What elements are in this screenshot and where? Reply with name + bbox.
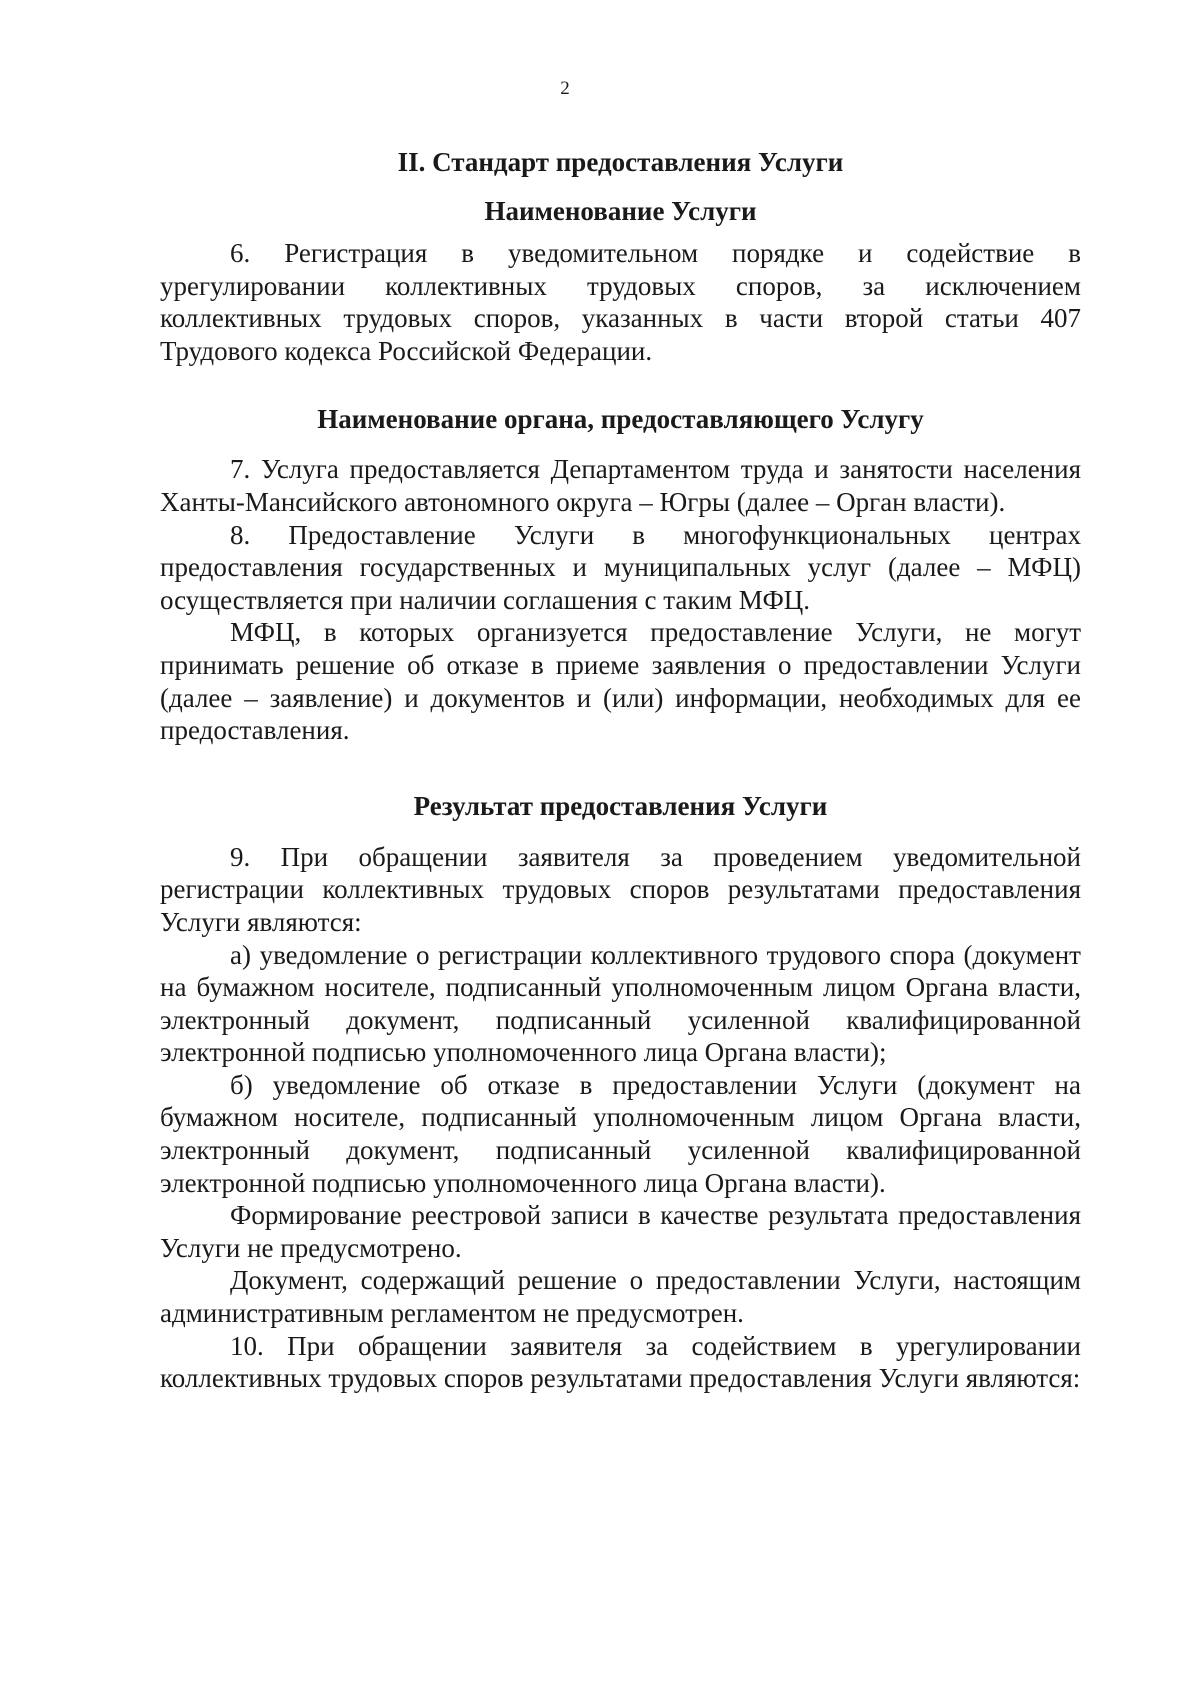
organ-name-heading: Наименование органа, предоставляющего Услугу [317,404,924,435]
paragraph-9: 9. При обращении заявителя за проведением уведомительной регистрации коллективных трудовых споров результатами предоставления Услуги являются: [160,841,1081,937]
paragraph-9-b: б) уведомление об отказе в предоставлении Услуги (документ на бумажном носителе, подписанный уполномоченным лицом Органа власти, электронный документ, подписанный усиленной квалифицированной электронной подписью уполномоченного лица Органа власти). [160,1069,1081,1198]
paragraph-9-a: а) уведомление о регистрации коллективного трудового спора (документ на бумажном носителе, подписанный уполномоченным лицом Органа власти, электронный документ, подписанный усиленной квалифицированной электронной подписью уполномоченного лица Органа власти); [160,939,1081,1068]
result-heading: Результат предоставления Услуги [413,790,828,821]
paragraph-10: 10. При обращении заявителя за содействием в урегулировании коллективных трудовых споров результатами предоставления Услуги являются: [160,1330,1081,1394]
paragraph-6: 6. Регистрация в уведомительном порядке и содействие в урегулировании коллективных трудовых споров, за исключением коллективных трудовых споров, указанных в части второй статьи 407 Трудового кодекса Российской Федерации. [160,238,1081,366]
paragraph-8: 8. Предоставление Услуги в многофункциональных центрах предоставления государственных и муниципальных услуг (далее – МФЦ) осуществляется при наличии соглашения с таким МФЦ. [160,519,1081,615]
paragraph-8-mfc: МФЦ, в которых организуется предоставление Услуги, не могут принимать решение об отказе в приеме заявления о предоставлении Услуги (далее – заявление) и документов и (или) информации, необходимых для ее предоставления. [160,617,1081,746]
page-number: 2 [560,78,570,99]
paragraph-9-registry: Формирование реестровой записи в качестве результата предоставления Услуги не предусмотрено. [160,1200,1081,1263]
section-heading: II. Стандарт предоставления Услуги [397,147,844,177]
document-body [160,146,1081,1395]
service-name-heading: Наименование Услуги [484,196,757,226]
paragraph-7: 7. Услуга предоставляется Департаментом труда и занятости населения Ханты-Мансийского автономного округа – Югры (далее – Орган власти). [160,454,1081,517]
paragraph-9-document: Документ, содержащий решение о предоставлении Услуги, настоящим административным регламентом не предусмотрен. [160,1265,1081,1329]
